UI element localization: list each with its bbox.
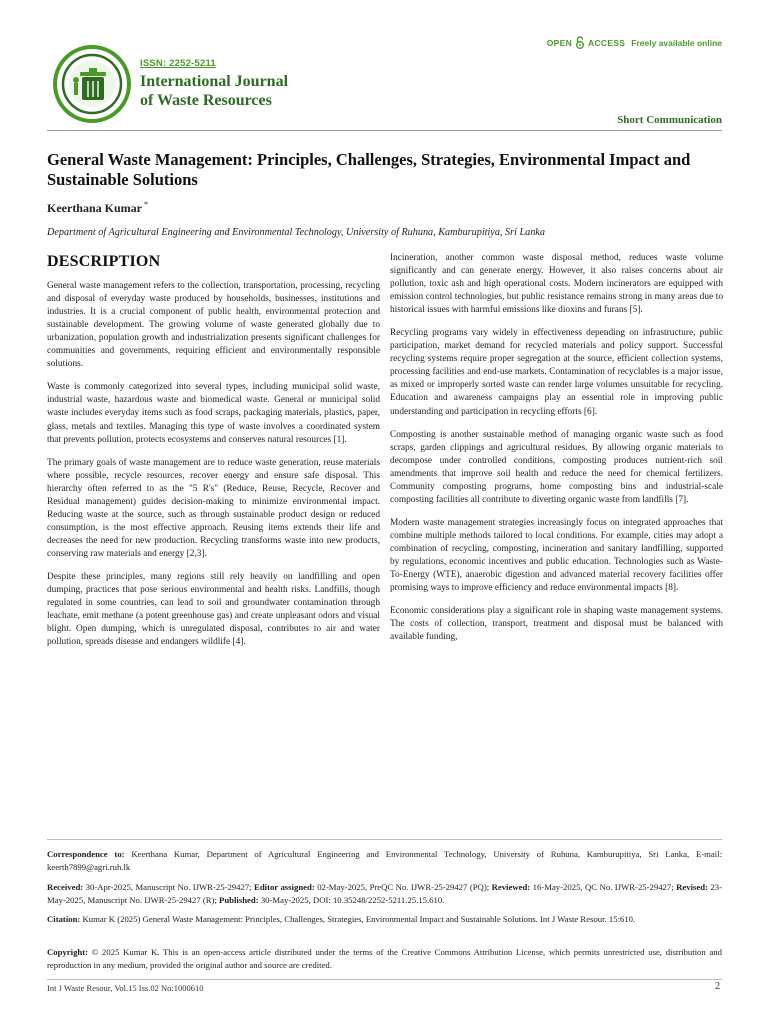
footer-divider [47, 979, 722, 980]
paragraph: Economic considerations play a significant role in shaping waste management systems. The costs of collection, transport, treatment and disposal must be balanced with available funding, [390, 606, 723, 643]
paragraph: Waste is commonly categorized into several types, including municipal solid waste, industrial waste, hazardous waste and biomedical waste. General or municipal solid waste includes everyday items such as food scraps, packaging materials, plastics, paper, glass, metals and textiles. Managing this type of waste involves a coordinated system that prevents pollution, protects ecosystems and conserves natural resources [1]. [47, 382, 380, 445]
freely-available-label: Freely available online [631, 37, 722, 48]
published-text: 30-May-2025, DOI: 10.35248/2252-5211.25.15.610. [260, 895, 445, 905]
correspondence-label: Correspondence to: [47, 849, 125, 859]
correspondence [47, 848, 722, 874]
reviewed-text: 16-May-2025, QC No. IJWR-25-29427; [532, 882, 674, 892]
copyright [47, 946, 722, 972]
paragraph: Despite these principles, many regions still rely heavily on landfilling and open dumping, practices that pose serious environmental and health risks. Landfills, though regulated in some countries, can lead to soil and groundwater contamination through leachate, emit methane (a potent greenhouse gas) and create unpleasant odors and visual blight. Open dumping, which is unregulated disposal, contributes to air and water pollution, spreads disease and endangers wildlife [4]. [47, 571, 380, 648]
right-column [390, 252, 723, 654]
section-heading: DESCRIPTION [47, 253, 161, 270]
article-type: Short Communication [617, 114, 722, 126]
author-mark[interactable]: * [144, 200, 148, 209]
paragraph: Recycling programs vary widely in effectiveness depending on infrastructure, public participation, market demand for recycled materials and policy support. Successful recycling systems require proper segregation at the source, efficient collection systems, processing facilities and end-use markets. Contamination of recyclables is a major issue, as mixed or improperly sorted waste can render large volumes unsuitable for recycling. Education and awareness campaigns play an essential role in improving public understanding and participation in recycling efforts [6]. [390, 328, 723, 417]
open-label: OPEN [546, 37, 573, 48]
paragraph: Composting is another sustainable method of managing organic waste such as food scraps, garden clippings and agricultural residues. By allowing organic materials to decompose under controlled conditions, composting produces nutrient-rich soil amendments that improve soil health and reduce the need for chemical fertilizers. Community composting programs, home composting bins and industrial-scale composting facilities all contribute to diverting organic waste from landfills [7]. [390, 429, 723, 505]
article-title: General Waste Management: Principles, Challenges, Strategies, Environmental Impact and Sustainable Solutions [47, 150, 691, 189]
received-text: 30-Apr-2025, Manuscript No. IJWR-25-29427; [85, 882, 252, 892]
header-divider [47, 130, 722, 131]
revised-label: Revised: [676, 882, 708, 892]
editor-label: Editor assigned: [254, 882, 315, 892]
open-lock-icon [575, 36, 585, 49]
author [47, 200, 148, 216]
waste-bin-logo-icon [52, 44, 132, 124]
left-column [47, 252, 380, 659]
issn[interactable]: ISSN: 2252-5211 [140, 58, 216, 69]
journal-name [140, 72, 360, 110]
journal-name-line2: of Waste Resources [140, 92, 272, 109]
revised-text: 23-May-2025, Manuscript No. IJWR-25-29427 (R); [47, 882, 723, 905]
journal-name-line1: International Journal [140, 73, 289, 90]
reviewed-label: Reviewed: [491, 882, 531, 892]
paragraph: The primary goals of waste management are to reduce waste generation, reuse materials where possible, recycle resources, recover energy and ensure safe disposal. This hierarchy often referred to as the "5 R's" (Reduce, Reuse, Recycle, Recover and Residual management) guides decision-making to minimize environmental impact. Reducing waste at the source, such as through sustainable product design or reduced consumption, is the most effective approach. Reusing items extends their life and decreases the need for new production. Recycling transforms waste into new products, conserving raw materials and energy [2,3]. [47, 457, 380, 559]
citation-label: Citation: [47, 914, 81, 924]
paragraph: Incineration, another common waste disposal method, reduces waste volume significantly and can generate energy. However, it also raises concerns about air pollution, toxic ash and high operational costs. Modern incinerators are equipped with emission control technologies, but public resistance remains strong in many areas due to historical issues with harmful emissions like dioxins and furans [5]. [390, 253, 723, 316]
meta-divider [47, 839, 722, 840]
copyright-label: Copyright: [47, 947, 89, 957]
editor-text: 02-May-2025, PreQC No. IJWR-25-29427 (PQ); [317, 882, 490, 892]
citation [47, 913, 722, 926]
paragraph: Modern waste management strategies increasingly focus on integrated approaches that combine multiple methods tailored to local conditions. For example, cities may adopt a combination of recycling, composting, incineration and sanitary landfilling, supported by regulations, economic incentives and public education. Technologies such as Waste-To-Energy (WTE), anaerobic digestion and advanced material recovery facilities offer promising ways to improve efficiency and reduce environmental impacts [8]. [390, 517, 723, 594]
history [47, 881, 722, 907]
author-name: Keerthana Kumar [47, 201, 142, 215]
citation-text: Kumar K (2025) General Waste Management: Principles, Challenges, Strategies, Environmental Impact and Sustainable Solutions. Int J Waste Resour. 15:610. [82, 914, 636, 924]
open-access-badge [547, 36, 722, 49]
copyright-text: © 2025 Kumar K. This is an open-access article distributed under the terms of the Creative Commons Attribution License, which permits unrestricted use, distribution and reproduction in any medium, provided the original author and source are credited. [47, 947, 722, 970]
paragraph: General waste management refers to the collection, transportation, processing, recycling and disposal of everyday waste produced by households, businesses, institutions and industries. It is a crucial component of public health, environmental protection and sustainable development. The growing volume of waste generated globally due to urbanization, population growth and industrialization presents significant challenges for communities and governments, requiring efficient and environmentally responsible solutions. [47, 281, 380, 370]
correspondence-text[interactable]: Keerthana Kumar, Department of Agricultural Engineering and Environmental Technology, University of Ruhuna, Kamburupitiya, Sri Lanka, E-mail: keerth7899@agri.ruh.lk [47, 849, 723, 872]
affiliation: Department of Agricultural Engineering and Environmental Technology, University of Ruhuna, Kamburupitiya, Sri Lanka [47, 227, 545, 238]
access-label: ACCESS [588, 37, 626, 48]
page-number: 2 [715, 981, 720, 992]
footer-journal-info: Int J Waste Resour, Vol.15 Iss.02 No:1000610 [47, 983, 204, 993]
received-label: Received: [47, 882, 84, 892]
published-label: Published: [219, 895, 259, 905]
